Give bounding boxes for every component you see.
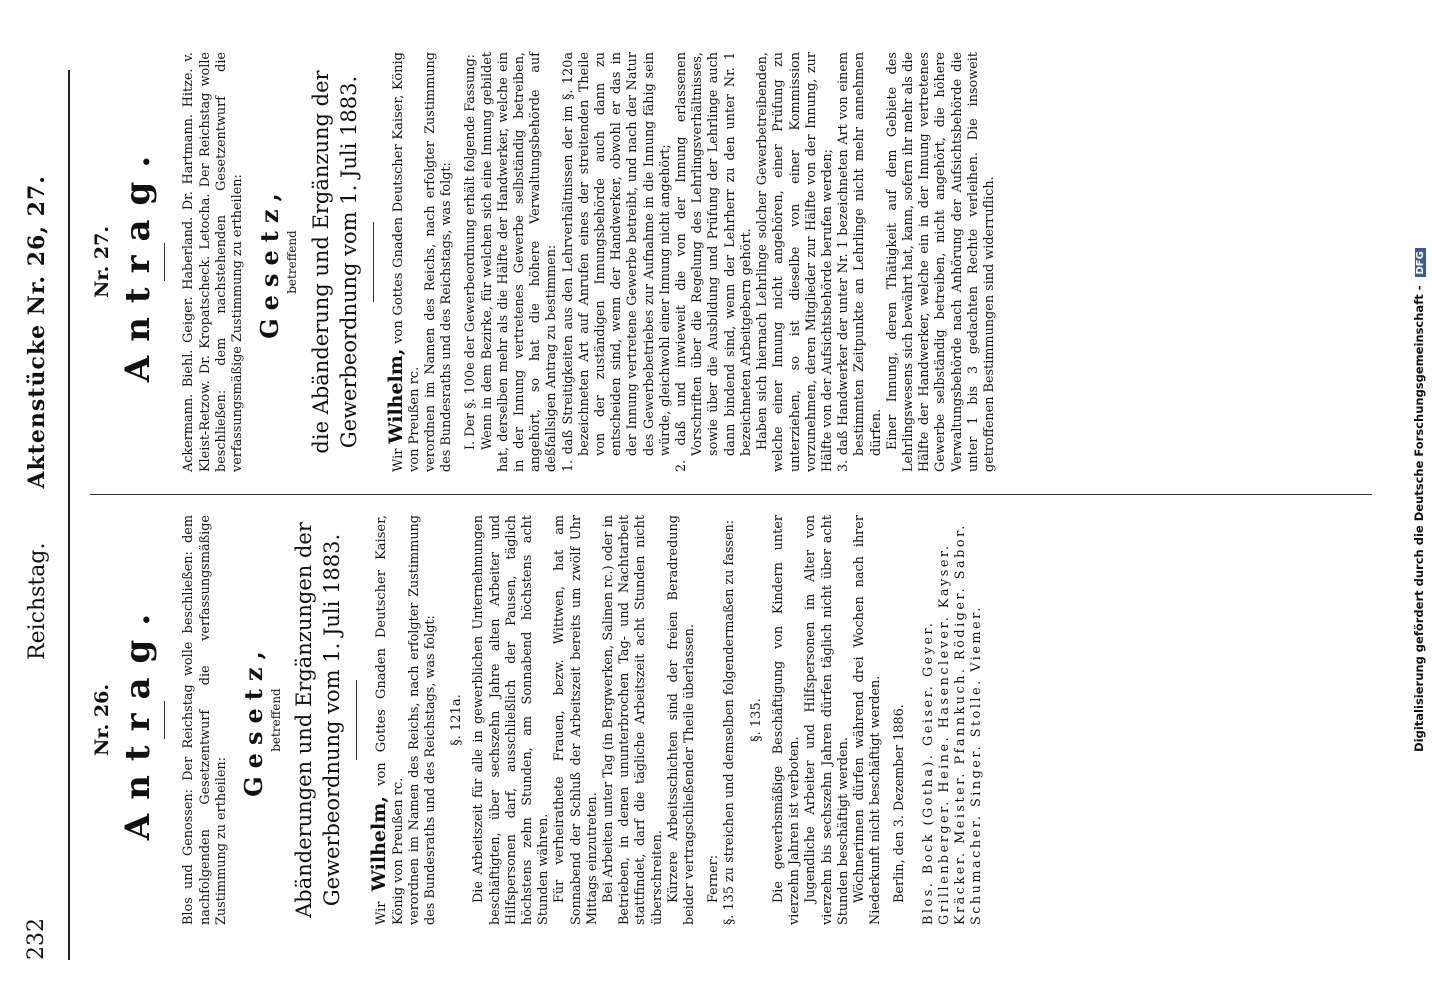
antrag-heading: Antrag. — [118, 141, 159, 383]
enactment-formula — [368, 514, 406, 925]
section-heading: §. 135. — [748, 698, 764, 742]
paragraph: Für verheirathete Frauen, bezw. Wittwen, hat am Sonnabend der Schluß der Arbeitszeit bereits um zwölf Uhr Mittags einzutreten. — [552, 515, 600, 925]
betreffend-label: betreffend — [269, 688, 284, 752]
paragraph: Bei Arbeiten unter Tag (in Bergwerken, Salinen rc.) oder in Betrieben, in denen ununterbrochen Tag- und Nachtarbeit stattfindet, darf die tägliche Arbeitszeit acht Stunden nicht überschreiten. — [601, 515, 665, 925]
column-divider — [90, 494, 1372, 495]
law-title: die Abänderung und Ergänzung der Gewerbeordnung vom 1. Juli 1883. — [308, 70, 361, 454]
document-number: Nr. 27. — [91, 226, 113, 298]
wir-rest: von Gottes Gnaden Deutscher Kaiser, König von Preußen rc. — [390, 51, 422, 472]
signatories: Blos. Bock (Gotha). Geiser. Geyer. Grillenberger. Heine. Hasenclever. Kayser. Kräcker. Meister. Pfannkuch. Rödiger. Sabor. Schumacher. Singer. Stolle. Viemer. — [920, 523, 985, 925]
paragraph: Jugendliche Arbeiter und Hilfspersonen im Alter von vierzehn bis sechszehn Jahren dürfen täglich nicht über acht Stunden beschäftigt werden. — [803, 515, 851, 925]
header-rule — [68, 70, 70, 960]
short-rule — [373, 222, 374, 302]
page-number: 232 — [24, 918, 49, 960]
law-title: Abänderungen und Ergänzungen der Gewerbeordnung vom 1. Juli 1883. — [292, 522, 345, 918]
digitization-credit-text: Digitalisierung gefördert durch die Deutsche Forschungsgemeinschaft - — [1412, 285, 1426, 752]
paragraph: Wöchnerinnen dürfen während drei Wochen nach ihrer Niederkunft nicht beschäftigt werden. — [851, 515, 884, 925]
paragraph: Kürzere Arbeitsschichten sind der freien Beradredung beider vertragschließender Theile überlassen. — [665, 515, 698, 925]
betreffend-label: betreffend — [285, 230, 300, 294]
ferner-text: §. 135 zu streichen und demselben folgendermaßen zu fassen: — [722, 519, 738, 925]
gesetz-heading: Gesetz, — [255, 185, 285, 339]
paragraph: Wenn in dem Bezirke, für welchen sich eine Innung gebildet hat, derselben mehr als die Hälfte der Handwerker, welche ein in der Innung vertretenes Gewerbe selbständig betreiben, angehört, so hat die höhere Verwaltungsbehörde auf deßfallsigen Antrag zu bestimmen: — [479, 52, 560, 472]
document-number: Nr. 26. — [91, 684, 113, 756]
wir-word: Wir — [374, 901, 390, 925]
column-nr-26 — [88, 515, 985, 925]
date-line: Berlin, den 3. Dezember 1886. — [892, 704, 908, 903]
wir-word: Wir — [390, 448, 406, 472]
running-head-institution: Reichstag. — [25, 542, 50, 660]
ferner-label: Ferner: — [706, 854, 722, 903]
paragraph: Die gewerbsmäßige Beschäftigung von Kindern unter vierzehn Jahren ist verboten. — [770, 515, 803, 925]
section-heading: §. 121a. — [449, 694, 465, 746]
enactment-formula — [384, 51, 423, 472]
gesetz-heading: Gesetz, — [239, 643, 269, 797]
verordnen-text: verordnen im Namen des Reichs, nach erfolgter Zustimmung des Bundesraths und des Reichstags, was folgt: — [406, 515, 439, 925]
page-header — [24, 70, 64, 960]
wilhelm-name: Wilhelm, — [368, 796, 391, 892]
paragraph: Haben sich hiernach Lehrlinge solcher Gewerbetreibenden, welche einer Innung nicht angehören, einer Prüfung zu unterziehen, so ist dieselbe von einer Kommission vorzunehmen, deren Mitglieder zur Hälfte von der Innung, zur Hälfte von der Aufsichtsbehörde berufen werden; — [755, 52, 835, 472]
article-heading: I. Der §. 100e der Gewerbeordnung erhält folgende Fassung: — [463, 54, 479, 450]
motion-intro: Ackermann. Biehl. Geiger. Haberland. Dr. Hartmann. Hitze. v. Kleist-Retzow. Dr. Kropatscheck. Letocha. Der Reichstag wolle beschließen: dem nachstehenden Gesetzentwurf die verfassungsmäßige Zustimmung zu ertheilen: — [181, 52, 246, 472]
paragraph: Die Arbeitszeit für alle in gewerblichen Unternehmungen beschäftigten, über sechszehn Jahre alten Arbeiter und Hilfspersonen darf, ausschließlich der Pausen, täglich höchstens zehn Stunden, am Sonnabend höchstens acht Stunden währen. — [471, 515, 552, 925]
paragraph: Einer Innung, deren Thätigkeit auf dem Gebiete des Lehrlingswesens sich bewährt hat, kann, sofern ihr mehr als die Hälfte der Handwerker, welche ein in der Innung vertretenes Gewerbe selbständig betreiben, nicht angehört, die höhere Verwaltungsbehörde nach Anhörung der Aufsichtsbehörde die unter 1 bis 3 gedachten Rechte verleihen. Die insoweit getroffenen Bestimmungen sind widerruflich. — [884, 52, 997, 472]
verordnen-text: verordnen im Namen des Reichs, nach erfolgter Zustimmung des Bundesraths und des Reichstags, was folgt: — [423, 52, 455, 472]
wilhelm-name: Wilhelm, — [384, 348, 407, 444]
short-rule — [164, 701, 165, 739]
short-rule — [164, 243, 165, 281]
column-nr-27 — [88, 52, 998, 472]
wir-rest: von Gottes Gnaden Deutscher Kaiser, König von Preußen rc. — [374, 514, 406, 925]
short-rule — [356, 680, 357, 760]
list-item: 1. daß Streitigkeiten aus den Lehrverhältnissen der im §. 120a bezeichneten Art auf Anrufen eines der streitenden Theile von der zuständigen Innungsbehörde auch dann zu entscheiden sind, wenn der Handwerker, obwohl er das in der Innung vertretene Gewerbe betreibt, und nach der Natur des Gewerbebetriebes zur Aufnahme in die Innung fähig sein würde, gleichwohl einer Innung nicht angehört; — [560, 52, 673, 472]
motion-intro: Blos und Genossen: Der Reichstag wolle beschließen: dem nachfolgenden Gesetzentwurf die verfassungsmäßige Zustimmung zu ertheilen: — [181, 515, 229, 925]
list-item: 2. daß und inwieweit die von der Innung erlassenen Vorschriften über die Regelung des Lehrlingsverhältnisses, sowie über die Ausbildung und Prüfung der Lehrlinge auch dann bindend sind, wenn der Lehrherr zu den unter Nr. 1 bezeichneten Arbeitgebern gehört. — [674, 52, 754, 472]
list-item: 3. daß Handwerker der unter Nr. 1 bezeichneten Art von einem bestimmten Zeitpunkte an Lehrlinge nicht mehr annehmen dürfen. — [836, 52, 884, 472]
digitization-credit — [1412, 0, 1426, 1000]
running-head — [24, 175, 50, 660]
running-head-aktenstuecke: Aktenstücke Nr. 26, 27. — [24, 175, 50, 489]
antrag-heading: Antrag. — [118, 599, 159, 841]
dfg-logo: DFG — [1415, 248, 1426, 277]
